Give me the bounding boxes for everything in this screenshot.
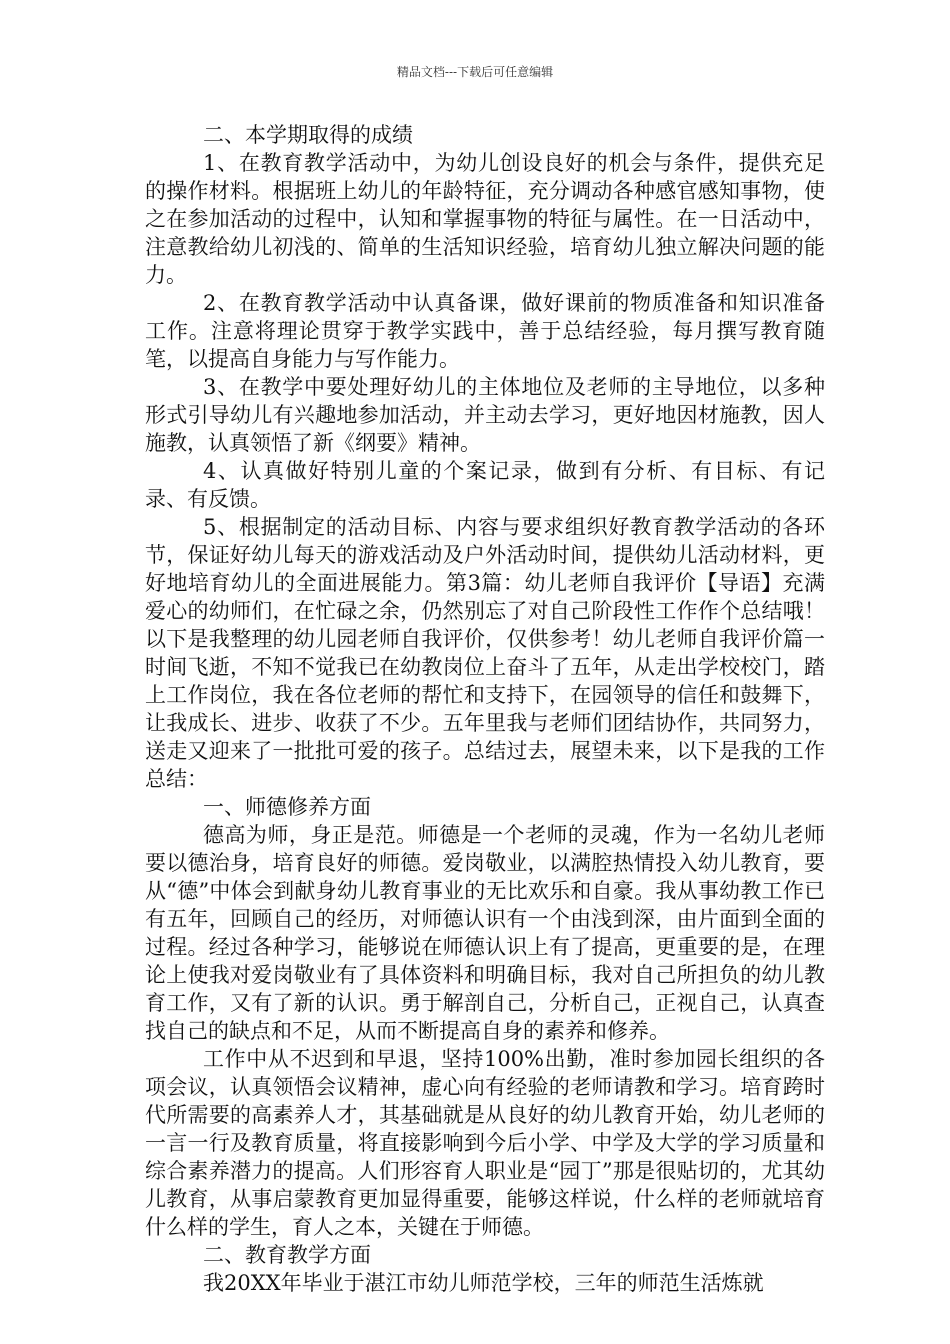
section-heading-achievements: 二、本学期取得的成绩 (203, 123, 413, 147)
paragraph-item-4: 4、认真做好特别儿童的个案记录，做到有分析、有目标、有记录、有反馈。 (145, 459, 825, 511)
paragraph-item-2: 2、在教育教学活动中认真备课，做好课前的物质准备和知识准备工作。注意将理论贯穿于教学实践中，善于总结经验，每月撰写教育随笔，以提高自身能力与写作能力。 (145, 291, 825, 371)
paragraph-item-1: 1、在教育教学活动中，为幼儿创设良好的机会与条件，提供充足的操作材料。根据班上幼儿的年龄特征，充分调动各种感官感知事物，使之在参加活动的过程中，认知和掌握事物的特征与属性。在一日活动中，注意教给幼儿初浅的、简单的生活知识经验，培育幼儿独立解决问题的能力。 (145, 151, 825, 287)
paragraph-item-3: 3、在教学中要处理好幼儿的主体地位及老师的主导地位，以多种形式引导幼儿有兴趣地参加活动，并主动去学习，更好地因材施教，因人施教，认真领悟了新《纲要》精神。 (145, 375, 825, 455)
page-header: 精品文档---下载后可任意编辑 (396, 65, 554, 79)
document-body (145, 121, 825, 1297)
paragraph-graduation: 我20XX年毕业于湛江市幼儿师范学校，三年的师范生活炼就 (203, 1271, 764, 1295)
paragraph-attendance: 工作中从不迟到和早退，坚持100%出勤，准时参加园长组织的各项会议，认真领悟会议精神，虚心向有经验的老师请教和学习。培育跨时代所需要的高素养人才，其基础就是从良好的幼儿教育开始，幼儿老师的一言一行及教育质量，将直接影响到今后小学、中学及大学的学习质量和综合素养潜力的提高。人们形容育人职业是“园丁”那是很贴切的，尤其幼儿教育，从事启蒙教育更加显得重要，能够这样说，什么样的老师就培育什么样的学生，育人之本，关键在于师德。 (145, 1047, 825, 1239)
section-heading-ethics: 一、师德修养方面 (203, 795, 371, 819)
section-heading-teaching: 二、教育教学方面 (203, 1243, 371, 1267)
paragraph-item-5: 5、根据制定的活动目标、内容与要求组织好教育教学活动的各环节，保证好幼儿每天的游戏活动及户外活动时间，提供幼儿活动材料，更好地培育幼儿的全面进展能力。第3篇：幼儿老师自我评价【导语】充满爱心的幼师们，在忙碌之余，仍然别忘了对自己阶段性工作作个总结哦！以下是我整理的幼儿园老师自我评价，仅供参考！幼儿老师自我评价篇一时间飞逝，不知不觉我已在幼教岗位上奋斗了五年，从走出学校校门，踏上工作岗位，我在各位老师的帮忙和支持下，在园领导的信任和鼓舞下，让我成长、进步、收获了不少。五年里我与老师们团结协作，共同努力，送走又迎来了一批批可爱的孩子。总结过去，展望未来，以下是我的工作总结： (145, 515, 825, 791)
paragraph-ethics: 德高为师，身正是范。师德是一个老师的灵魂，作为一名幼儿老师要以德治身，培育良好的师德。爱岗敬业，以满腔热情投入幼儿教育，要从“德”中体会到献身幼儿教育事业的无比欢乐和自豪。我从事幼教工作已有五年，回顾自己的经历，对师德认识有一个由浅到深，由片面到全面的过程。经过各种学习，能够说在师德认识上有了提高，更重要的是，在理论上使我对爱岗敬业有了具体资料和明确目标，我对自己所担负的幼儿教育工作，又有了新的认识。勇于解剖自己，分析自己，正视自己，认真查找自己的缺点和不足，从而不断提高自身的素养和修养。 (145, 823, 825, 1043)
